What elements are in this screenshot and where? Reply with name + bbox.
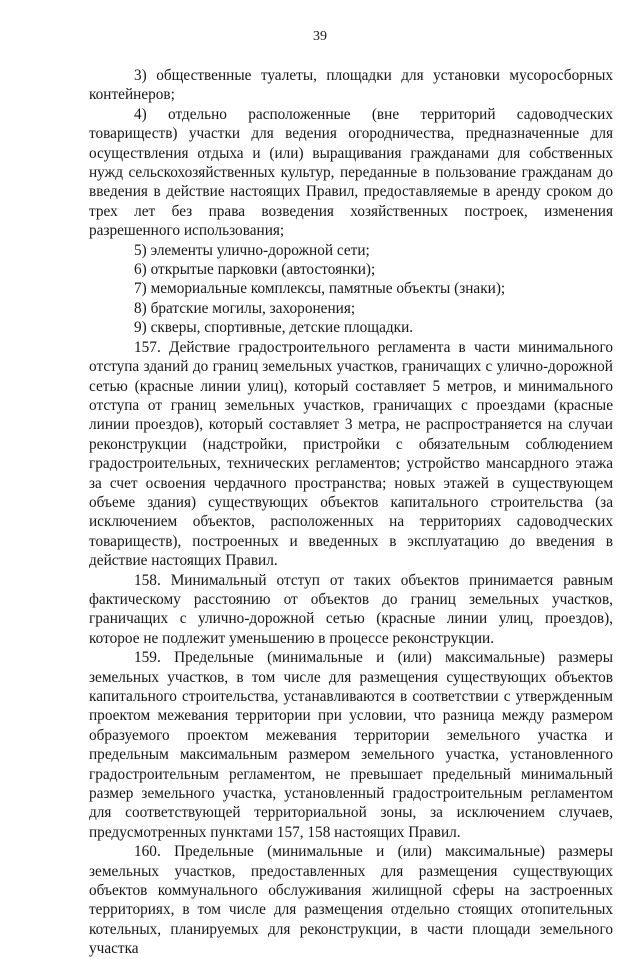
- clause-157: 157. Действие градостроительного регламента в части минимального отступа зданий до границ земельных участков, граничащих с улично-дорожной сетью (красные линии улиц), который составляет 5 метров, и минимального отступа от границ земельных участков, граничащих с проездами (красные линии проездов), который составляет 3 метра, не распространяется на случаи реконструкции (надстройки, пристройки с обязательным соблюдением градостроительных, технических регламентов; устройство мансардного этажа за счет освоения чердачного пространства; новых этажей в существующем объеме здания) существующих объектов капитального строительства (за исключением объектов, расположенных на территориях садоводческих товариществ), построенных и введенных в эксплуатацию до введения в действие настоящих Правил.: [89, 338, 613, 570]
- clause-158: 158. Минимальный отступ от таких объектов принимается равным фактическому расстоянию от объектов до границ земельных участков, граничащих с улично-дорожной сетью (красные линии улиц, проездов), которое не подлежит уменьшению в процессе реконструкции.: [89, 571, 613, 647]
- clause-160: 160. Предельные (минимальные и (или) максимальные) размеры земельных участков, предоставленных для размещения существующих объектов коммунального обслуживания жилищной сферы на застроенных территориях, в том числе для размещения отдельно стоящих отопительных котельных, планируемых для реконструкции, в части площади земельного участка: [89, 843, 613, 958]
- list-item-6: 6) открытые парковки (автостоянки);: [134, 261, 376, 279]
- document-body: [89, 66, 613, 959]
- list-item-4: 4) отдельно расположенные (вне территорий садоводческих товариществ) участки для ведения огородничества, предназначенные для осуществления отдыха и (или) выращивания гражданами для собственных нужд сельскохозяйственных культур, переданные в пользование гражданам до введения в действие настоящих Правил, предоставляемые в аренду сроком до трех лет без права возведения хозяйственных построек, изменения разрешенного использования;: [89, 105, 613, 240]
- page-number: 39: [313, 29, 327, 44]
- list-item-3: 3) общественные туалеты, площадки для установки мусоросборных контейнеров;: [89, 67, 613, 104]
- list-item-9: 9) скверы, спортивные, детские площадки.: [134, 319, 414, 337]
- list-item-7: 7) мемориальные комплексы, памятные объекты (знаки);: [134, 280, 506, 298]
- clause-159: 159. Предельные (минимальные и (или) максимальные) размеры земельных участков, в том числе для размещения существующих объектов капитального строительства, устанавливаются в соответствии с утвержденным проектом межевания территории при условии, что разница между размером образуемого проектом межевания территории земельного участка и предельным максимальным размером земельного участка, установленного градостроительным регламентом, не превышает предельный минимальный размер земельного участка, установленный градостроительным регламентом для соответствующей территориальной зоны, за исключением случаев, предусмотренных пунктами 157, 158 настоящих Правил.: [89, 649, 613, 841]
- list-item-8: 8) братские могилы, захоронения;: [134, 299, 356, 317]
- list-item-5: 5) элементы улично-дорожной сети;: [134, 241, 370, 259]
